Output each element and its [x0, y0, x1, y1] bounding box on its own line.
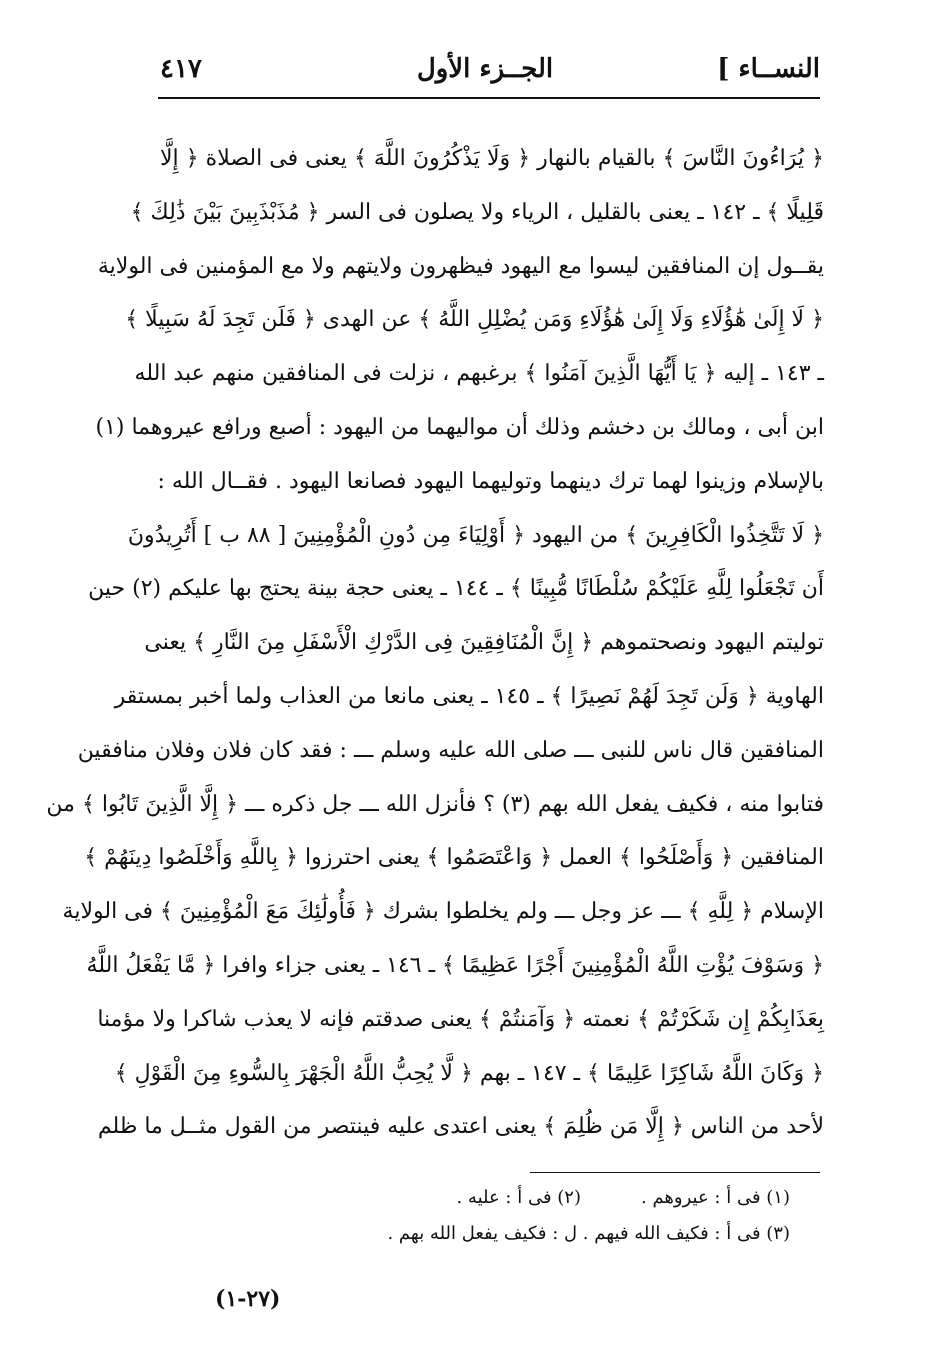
footnotes — [350, 1180, 790, 1252]
text-line: ﴿ وَكَانَ اللَّهُ شَاكِرًا عَلِيمًا ﴾ ـ ١٤٧ ـ بهم ﴿ لَّا يُحِبُّ اللَّهُ الْجَهْرَ بِالسُّوءِ مِنَ الْقَوْلِ ﴾ — [114, 1060, 824, 1086]
text-line: الإسلام ﴿ لِلَّهِ ﴾ ـــ عز وجل ـــ ولم يخلطوا بشرك ﴿ فَأُولَٰئِكَ مَعَ الْمُؤْمِنِينَ ﴾ فى الولاية — [62, 899, 824, 925]
text-line: ـ ١٤٣ ـ إليه ﴿ يَا أَيُّهَا الَّذِينَ آمَنُوا ﴾ برغبهم ، نزلت فى المنافقين منهم عبد الله — [134, 361, 824, 387]
text-line: قَلِيلًا ﴾ ـ ١٤٢ ـ يعنى بالقليل ، الرياء ولا يصلون فى السر ﴿ مُذَبْذَبِينَ بَيْنَ ذَٰلِكَ ﴾ — [130, 199, 824, 225]
footnote-1: (١) فى أ : عيروهم . — [641, 1187, 790, 1208]
text-line: يقــول إن المنافقين ليسوا مع اليهود فيظهرون ولايتهم ولا مع المؤمنين فى الولاية — [97, 253, 824, 279]
text-line: ابن أبى ، ومالك بن دخشم وذلك أن مواليهما من اليهود : أصبع ورافع عيروهما (١) — [95, 414, 824, 440]
footnote-row — [350, 1180, 790, 1216]
text-line: ﴿ لَا إِلَىٰ هَٰؤُلَاءِ وَلَا إِلَىٰ هَٰؤُلَاءِ وَمَن يُضْلِلِ اللَّهُ ﴾ عن الهدى ﴿ فَلَن تَجِدَ لَهُ سَبِيلًا ﴾ — [125, 307, 824, 333]
part-title: الجــزء الأول — [416, 54, 554, 84]
text-line: المنافقين قال ناس للنبى ـــ صلى الله عليه وسلم ـــ : فقد كان فلان وفلان منافقين — [77, 737, 824, 763]
signature-mark: (٢٧-١) — [215, 1286, 281, 1312]
header-rule — [158, 97, 820, 99]
text-line: أَن تَجْعَلُوا لِلَّهِ عَلَيْكُمْ سُلْطَانًا مُّبِينًا ﴾ ـ ١٤٤ ـ يعنى حجة بينة يحتج بها عليكم (٢) حين — [88, 576, 824, 602]
text-line: الهاوية ﴿ وَلَن تَجِدَ لَهُمْ نَصِيرًا ﴾ ـ ١٤٥ ـ يعنى مانعا من العذاب ولما أخبر بمستقر — [114, 683, 824, 709]
footnote-rule — [530, 1172, 820, 1173]
surah-title: النســاء ] — [717, 54, 820, 84]
text-line: ﴿ يُرَاءُونَ النَّاسَ ﴾ بالقيام بالنهار ﴿ وَلَا يَذْكُرُونَ اللَّهَ ﴾ يعنى فى الصلاة ﴿ إِلَّا — [160, 146, 824, 171]
text-line: بِعَذَابِكُمْ إِن شَكَرْتُمْ ﴾ نعمته ﴿ وَآمَنتُمْ ﴾ يعنى صدقتم فإنه لا يعذب شاكرا ولا مؤمنا — [97, 1006, 824, 1032]
text-line: توليتم اليهود ونصحتموهم ﴿ إِنَّ الْمُنَافِقِينَ فِى الدَّرْكِ الْأَسْفَلِ مِنَ النَّارِ ﴾ يعنى — [144, 630, 824, 656]
text-line: لأحد من الناس ﴿ إِلَّا مَن ظُلِمَ ﴾ يعنى اعتدى عليه فينتصر من القول مثــل ما ظلم — [97, 1114, 824, 1140]
footnote-3: (٣) فى أ : فكيف الله فيهم . ل : فكيف يفعل الله بهم . — [387, 1223, 790, 1244]
text-line: فتابوا منه ، فكيف يفعل الله بهم (٣) ؟ فأنزل الله ـــ جل ذكره ـــ ﴿ إِلَّا الَّذِينَ تَابُوا ﴾ من — [46, 791, 824, 817]
main-text — [46, 132, 824, 1154]
text-line: ﴿ لَا تَتَّخِذُوا الْكَافِرِينَ ﴾ من اليهود ﴿ أَوْلِيَاءَ مِن دُونِ الْمُؤْمِنِينَ [ ٨٨ ب ] أَتُرِيدُونَ — [127, 522, 824, 548]
text-line: بالإسلام وزينوا لهما ترك دينهما وتوليهما اليهود فصانعا اليهود . فقــال الله : — [157, 468, 824, 494]
footnote-2: (٢) فى أ : عليه . — [456, 1187, 581, 1208]
page-header — [150, 48, 820, 92]
text-line: ﴿ وَسَوْفَ يُؤْتِ اللَّهُ الْمُؤْمِنِينَ أَجْرًا عَظِيمًا ﴾ ـ ١٤٦ ـ يعنى جزاء وافرا ﴿ مَّا يَفْعَلُ اللَّهُ — [86, 952, 824, 978]
text-line: المنافقين ﴿ وَأَصْلَحُوا ﴾ العمل ﴿ وَاعْتَصَمُوا ﴾ يعنى احترزوا ﴿ بِاللَّهِ وَأَخْلَصُوا دِينَهُمْ ﴾ — [84, 845, 824, 871]
page-number: ٤١٧ — [160, 54, 202, 84]
